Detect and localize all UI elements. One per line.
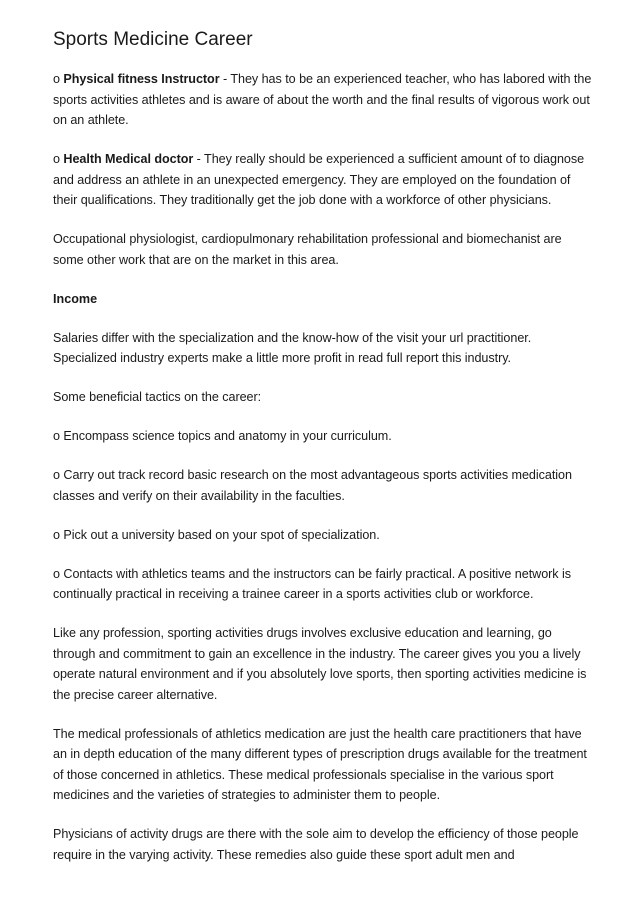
heading-income: Income xyxy=(53,291,98,306)
paragraph-profession: Like any profession, sporting activities drugs involves exclusive education and learning, go through and commitment to gain an excellence in the industry. The career gives you you a lively operate natural environment and if you absolutely love sports, then sporting activities medicine is the precise career alternative. xyxy=(53,626,587,702)
paragraph-physicians: Physicians of activity drugs are there with the sole aim to develop the efficiency of those people require in the varying activity. These remedies also guide these sport adult men and xyxy=(53,827,579,862)
tip-item: o Contacts with athletics teams and the instructors can be fairly practical. A positive network is continually practical in receiving a trainee career in a sports activities club or workforce. xyxy=(53,566,571,601)
career-item-lead: Health Medical doctor xyxy=(63,152,194,166)
tip-item: o Encompass science topics and anatomy in your curriculum. xyxy=(53,429,392,443)
career-item-lead: Physical fitness Instructor xyxy=(63,72,220,86)
page-title: Sports Medicine Career xyxy=(53,29,253,50)
bullet-marker: o xyxy=(53,72,60,86)
bullet-marker: o xyxy=(53,152,60,166)
career-item-text: - They really should be experienced a sufficient amount of to diagnose and address an athlete in an unexpected emergency. They are employed on the foundation of their qualifications. They traditionally get the job done with a workforce of other physicians. xyxy=(53,152,585,207)
career-item-health-doctor xyxy=(53,149,593,211)
document-page xyxy=(53,28,593,884)
career-item-fitness-instructor xyxy=(53,69,593,131)
paragraph-medical-professionals: The medical professionals of athletics medication are just the health care practitioners that have an in depth education of the many different types of prescription drugs available for the treatment of those concerned in athletics. These medical professionals specialise in the various sport medicines and the varieties of strategies to administer them to people. xyxy=(53,726,587,802)
paragraph-salaries: Salaries differ with the specialization and the know-how of the visit your url practitioner. Specialized industry experts make a little more profit in read full report this industry. xyxy=(53,330,532,365)
tip-item: o Pick out a university based on your spot of specialization. xyxy=(53,527,380,542)
career-item-text: - They has to be an experienced teacher, who has labored with the sports activities athletes and is aware of about the worth and the final results of vigorous work out on an athlete. xyxy=(53,72,592,127)
tip-item: o Carry out track record basic research on the most advantageous sports activities medication classes and verify on their availability in the faculties. xyxy=(53,468,572,503)
paragraph-occupational: Occupational physiologist, cardiopulmonary rehabilitation professional and biomechanist are some other work that are on the market in this area. xyxy=(53,232,562,267)
paragraph-tactics-intro: Some beneficial tactics on the career: xyxy=(53,390,262,404)
